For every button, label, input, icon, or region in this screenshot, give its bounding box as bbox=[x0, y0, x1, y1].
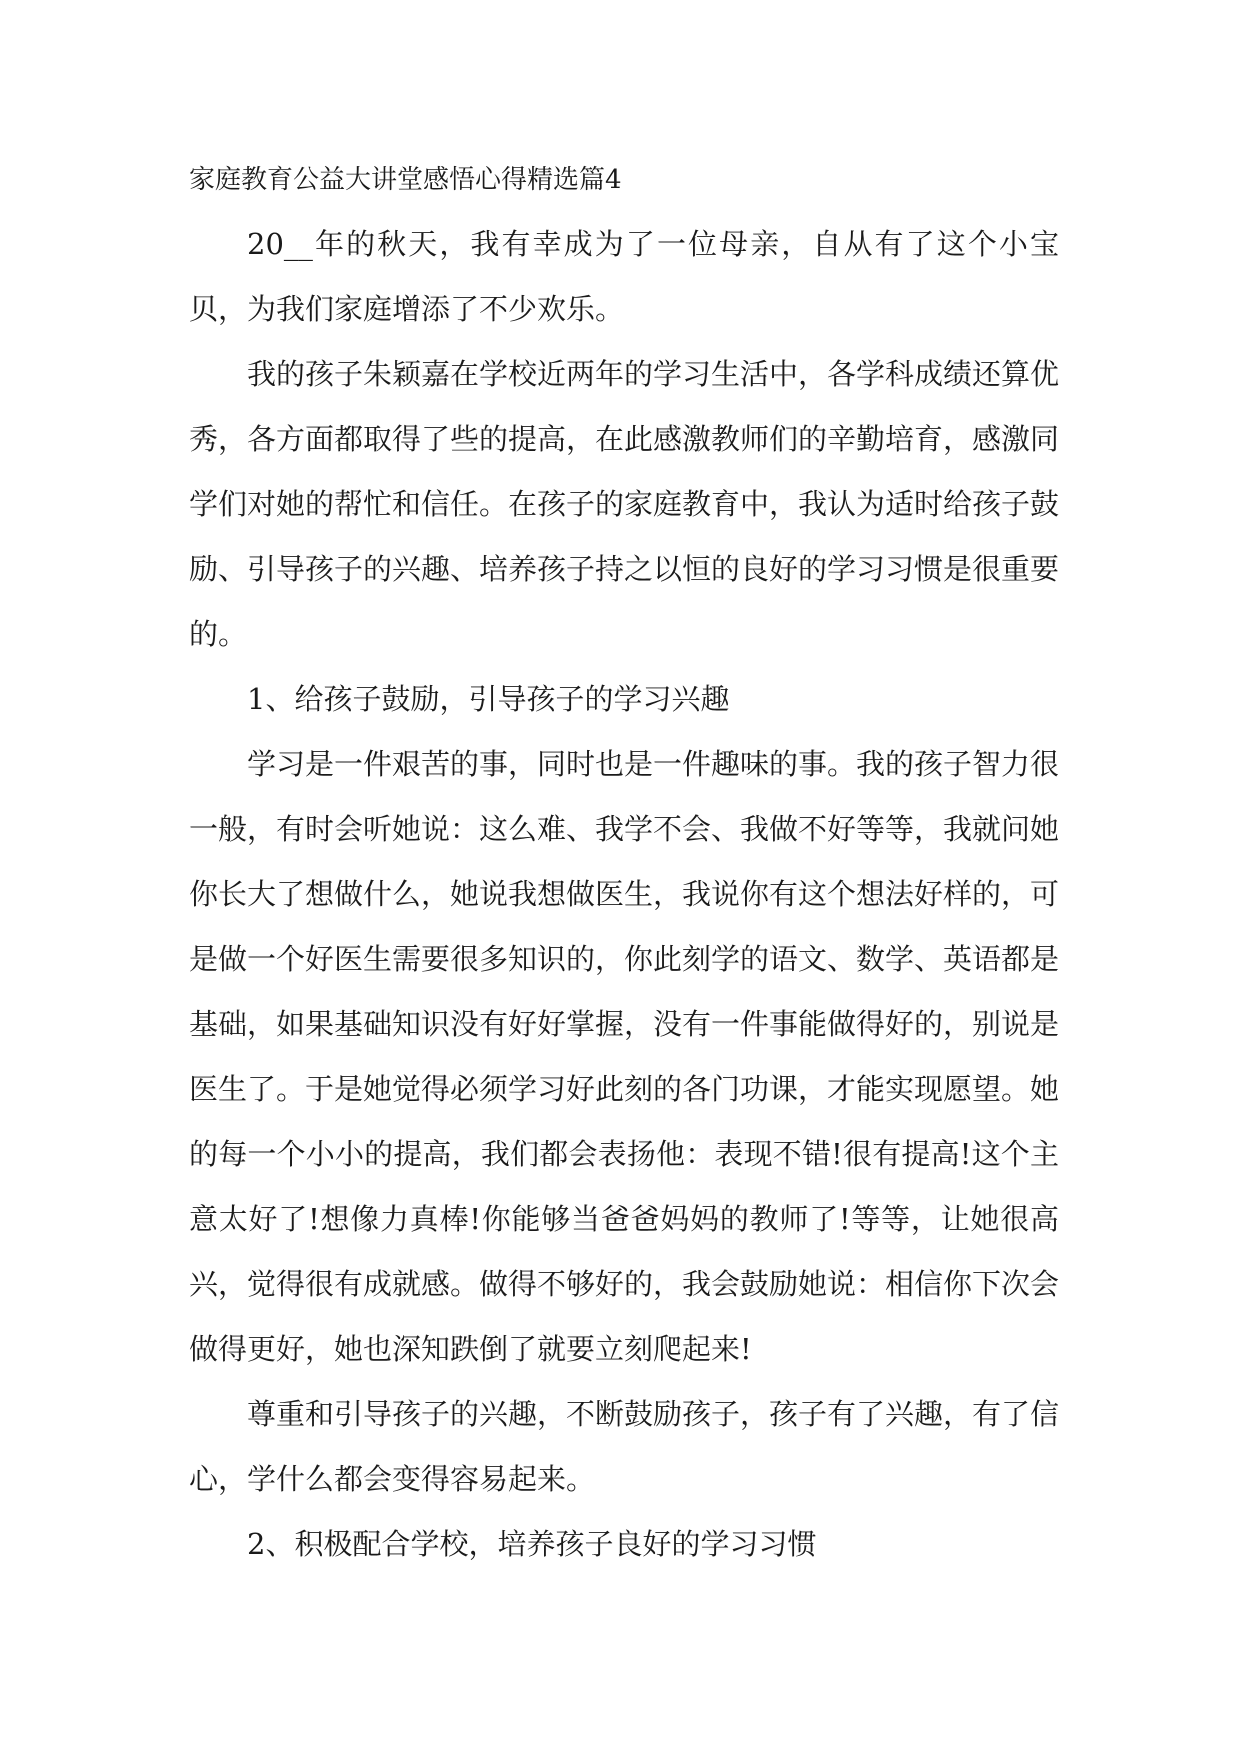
paragraph-interest: 尊重和引导孩子的兴趣，不断鼓励孩子，孩子有了兴趣，有了信心，学什么都会变得容易起来。 bbox=[189, 1397, 1060, 1496]
document-body bbox=[189, 160, 1059, 1577]
paragraph-intro: 20__年的秋天，我有幸成为了一位母亲，自从有了这个小宝贝，为我们家庭增添了不少欢乐。 bbox=[189, 227, 1059, 326]
document-title: 家庭教育公益大讲堂感悟心得精选篇4 bbox=[189, 165, 622, 195]
paragraph-child-progress: 我的孩子朱颖嘉在学校近两年的学习生活中，各学科成绩还算优秀，各方面都取得了些的提高，在此感激教师们的辛勤培育，感激同学们对她的帮忙和信任。在孩子的家庭教育中，我认为适时给孩子鼓励、引导孩子的兴趣、培养孩子持之以恒的良好的学习习惯是很重要的。 bbox=[189, 357, 1060, 651]
section-heading-2: 2、积极配合学校，培养孩子良好的学习习惯 bbox=[247, 1527, 817, 1561]
section-heading-1: 1、给孩子鼓励，引导孩子的学习兴趣 bbox=[247, 682, 730, 716]
paragraph-encouragement: 学习是一件艰苦的事，同时也是一件趣味的事。我的孩子智力很一般，有时会听她说：这么难、我学不会、我做不好等等，我就问她你长大了想做什么，她说我想做医生，我说你有这个想法好样的，可是做一个好医生需要很多知识的，你此刻学的语文、数学、英语都是基础，如果基础知识没有好好掌握，没有一件事能做得好的，别说是医生了。于是她觉得必须学习好此刻的各门功课，才能实现愿望。她的每一个小小的提高，我们都会表扬他：表现不错!很有提高!这个主意太好了!想像力真棒!你能够当爸爸妈妈的教师了!等等，让她很高兴，觉得很有成就感。做得不够好的，我会鼓励她说：相信你下次会做得更好，她也深知跌倒了就要立刻爬起来! bbox=[189, 747, 1060, 1366]
